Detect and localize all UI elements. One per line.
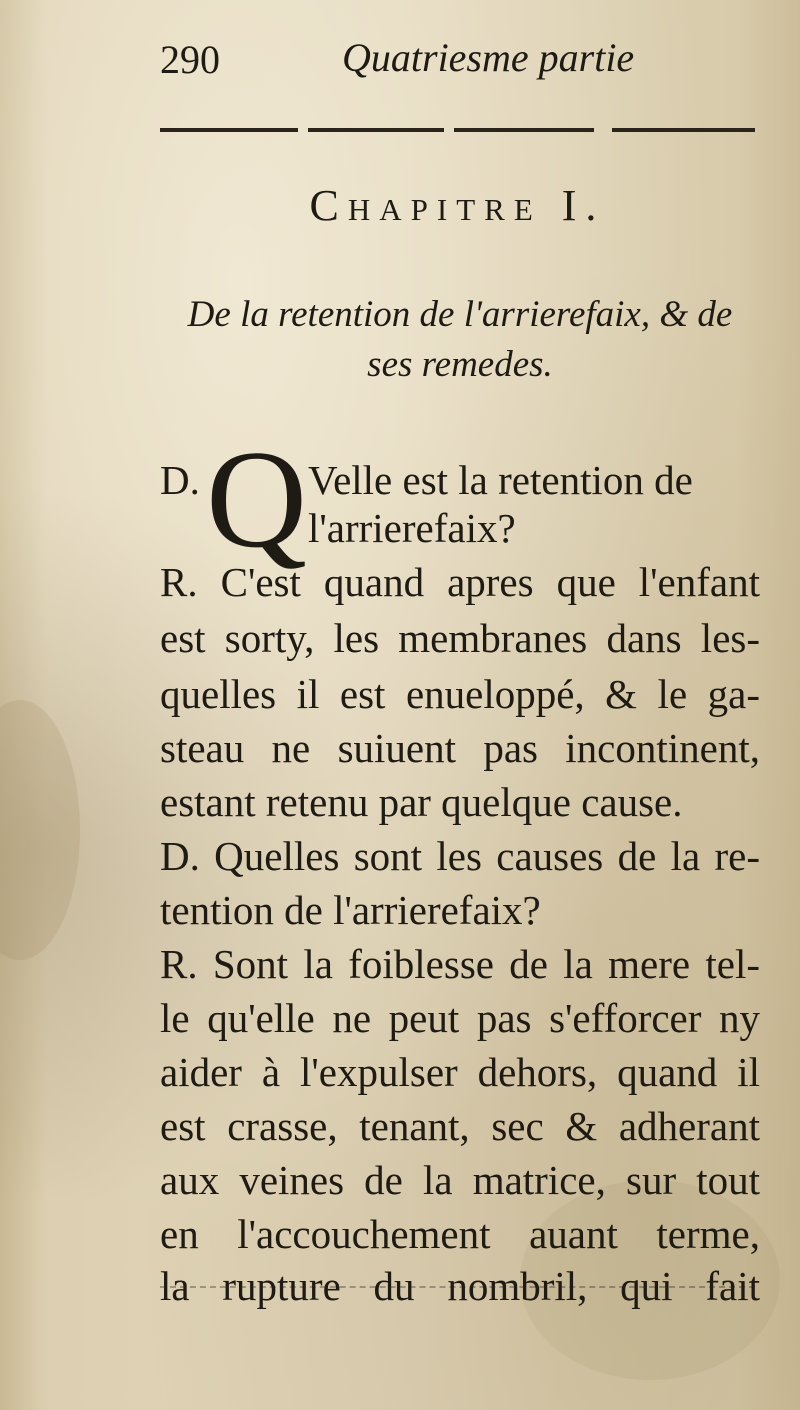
text-line: l'arrierefaix? bbox=[308, 505, 516, 551]
text-line: tention de l'arrierefaix? bbox=[160, 887, 541, 933]
text-line: en l'accouchement auant terme, bbox=[160, 1211, 760, 1257]
text-line: R. C'est quand apres que l'enfant bbox=[160, 559, 760, 605]
subtitle-line: ses remedes. bbox=[367, 344, 553, 385]
paper-stain bbox=[0, 700, 80, 960]
question-label: D. bbox=[160, 457, 200, 503]
text-line: aux veines de la matrice, sur tout bbox=[160, 1157, 760, 1203]
running-title: Quatriesme partie bbox=[342, 35, 635, 80]
drop-cap: Q bbox=[206, 422, 308, 577]
text-line: la rupture du nombril, qui fait bbox=[160, 1263, 760, 1309]
text-line: le qu'elle ne peut pas s'efforcer ny bbox=[160, 995, 760, 1041]
rule-segment bbox=[454, 128, 594, 132]
chapter-heading: Chapitre I. bbox=[309, 181, 606, 230]
text-line: steau ne suiuent pas incontinent, bbox=[160, 725, 760, 771]
chapter-subtitle bbox=[160, 290, 760, 390]
ornamental-rule bbox=[160, 128, 755, 136]
rule-segment bbox=[308, 128, 444, 132]
subtitle-line: De la retention de l'arrierefaix, & de bbox=[187, 294, 733, 335]
text-line: D. Quelles sont les causes de la re- bbox=[160, 833, 760, 879]
rule-segment bbox=[612, 128, 755, 132]
bottom-marks bbox=[160, 1286, 755, 1292]
page-number: 290 bbox=[160, 37, 220, 82]
text-line: est sorty, les membranes dans les- bbox=[160, 615, 760, 661]
running-head bbox=[160, 30, 760, 90]
text-line: aider à l'expulser dehors, quand il bbox=[160, 1049, 760, 1095]
text-line: estant retenu par quelque cause. bbox=[160, 779, 683, 825]
text-line: R. Sont la foiblesse de la mere tel- bbox=[160, 941, 760, 987]
text-line: quelles il est enueloppé, & le ga- bbox=[160, 671, 760, 717]
rule-segment bbox=[160, 128, 298, 132]
text-line: Velle est la retention de bbox=[308, 457, 693, 503]
text-line: est crasse, tenant, sec & adherant bbox=[160, 1103, 760, 1149]
